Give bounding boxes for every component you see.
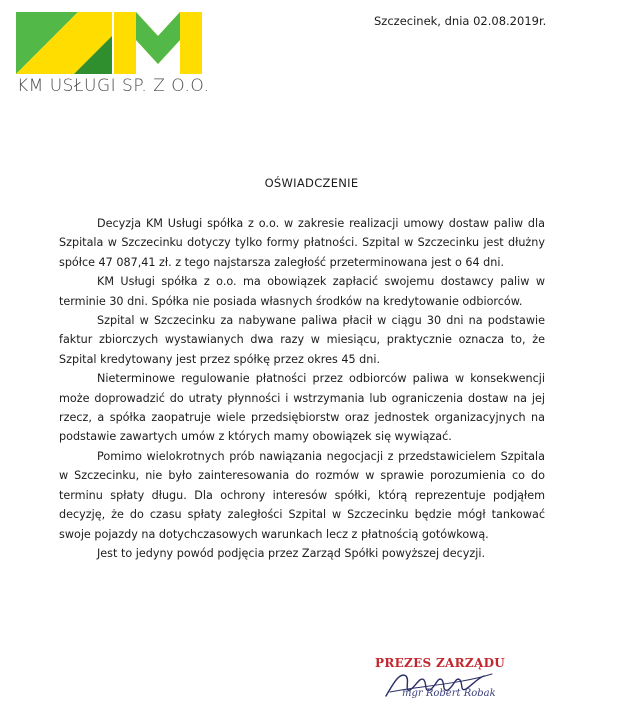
document-body: [59, 214, 545, 563]
signature-title: PREZES ZARZĄDU: [375, 656, 506, 670]
document-title: OŚWIADCZENIE: [264, 176, 359, 190]
paragraph: Jest to jedyny powód podjęcia przez Zarząd Spółki powyższej decyzji.: [97, 546, 486, 560]
paragraph: Szpital w Szczecinku za nabywane paliwa płacił w ciągu 30 dni na podstawie faktur zbiorczych wystawianych dwa razy w miesiącu, praktycznie oznacza to, że Szpital kredytowany jest przez spółkę przez okres 45 dni.: [59, 314, 545, 366]
paragraph: Decyzja KM Usługi spółka z o.o. w zakresie realizacji umowy dostaw paliw dla Szpitala w Szczecinku dotyczy tylko formy płatności. Szpital w Szczecinku jest dłużny spółce 47 087,41 zł. z tego najstarsza zaległość przeterminowana jest o 64 dni.: [59, 217, 545, 269]
company-name: KM USŁUGI SP. Z O.O.: [17, 76, 210, 96]
signature-block: [360, 652, 520, 712]
paragraph: Nieterminowe regulowanie płatności przez odbiorców paliwa w konsekwencji może doprowadzić do utraty płynności i wstrzymania lub ograniczenia dostaw na jej rzecz, a spółka zaopatruje wiele przedsiębiorstw oraz jednostek organizacyjnych na podstawie zawartych umów z których mamy obowiązek się wywiązać.: [59, 372, 545, 444]
logo-m-green-shade: [136, 12, 180, 64]
company-logo: [16, 12, 206, 74]
paragraph: Pomimo wielokrotnych prób nawiązania negocjacji z przedstawicielem Szpitala w Szczecinku, nie było zainteresowania do rozmów w sprawie porozumienia co do terminu spłaty długu. Dla ochrony interesów spółki, którą reprezentuje podjąłem decyzję, że do czasu spłaty zaległości Szpital w Szczecinku będzie mógł tankować swoje pojazdy na dotychczasowych warunkach lecz z płatnością gotówkową.: [59, 449, 545, 541]
place-date: Szczecinek, dnia 02.08.2019r.: [374, 14, 547, 28]
signature-name: mgr Robert Robak: [402, 688, 496, 699]
paragraph: KM Usługi spółka z o.o. ma obowiązek zapłacić swojemu dostawcy paliw w terminie 30 dni. Spółka nie posiada własnych środków na kredytowanie odbiorców.: [59, 275, 545, 308]
